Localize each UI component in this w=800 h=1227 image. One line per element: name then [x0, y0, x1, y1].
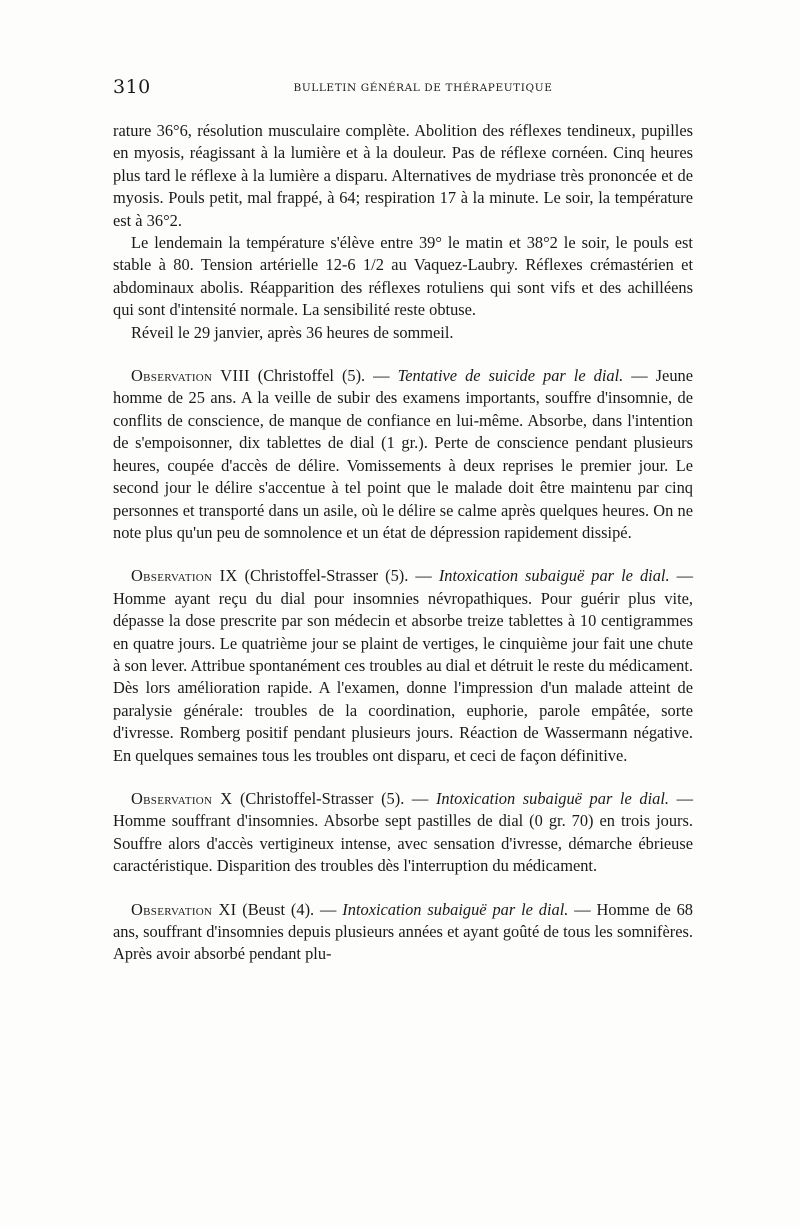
observation-text: — Homme souffrant d'insomnies. Absorbe sept pastilles de dial (0 gr. 70) en trois jours. Souffre alors d'accès vertigineux intense, avec sensation d'ivresse, démarche ébrieuse caractéristique. Disparition des troubles dès l'interruption du médicament. — [113, 788, 693, 876]
observation-source: (Christoffel-Strasser (5). — — [232, 788, 436, 808]
observation-x — [113, 788, 693, 878]
observation-title: Tentative de suicide par le dial. — [397, 366, 624, 386]
observation-label: Observation XI — [131, 899, 237, 919]
paragraph-awakening: Réveil le 29 janvier, après 36 heures de sommeil. — [131, 322, 454, 342]
page-header — [113, 76, 693, 102]
observation-text: — Homme de 68 ans, souffrant d'insomnies depuis plusieurs années et ayant goûté de tous les somnifères. Après avoir absorbé pendant plu- — [113, 899, 693, 964]
body-text — [113, 120, 693, 966]
observation-title: Intoxication subaiguë par le dial. — [438, 566, 670, 586]
observation-source: (Beust (4). — — [236, 899, 343, 919]
observation-label: Observation IX — [131, 566, 238, 586]
observation-source: (Christoffel-Strasser (5). — — [237, 566, 439, 586]
paragraph-next-day: Le lendemain la température s'élève entre 39° le matin et 38°2 le soir, le pouls est stable à 80. Tension artérielle 12-6 1/2 au Vaquez-Laubry. Réflexes crémastérien et abdominaux abolis. Réapparition des réflexes rotuliens qui sont vifs et des achilléens qui sont d'intensité normale. La sensibilité reste obtuse. — [113, 233, 693, 320]
paragraph-continuation: rature 36°6, résolution musculaire complète. Abolition des réflexes tendineux, pupilles en myosis, réagissant à la lumière et à la douleur. Pas de réflexe cornéen. Cinq heures plus tard le réflexe à la lumière a disparu. Alternatives de mydriase très prononcée et de myosis. Pouls petit, mal frappé, à 64; respiration 17 à la minute. Le soir, la température est à 36°2. — [113, 121, 693, 230]
observation-label: Observation X — [131, 788, 233, 808]
observation-text: — Homme ayant reçu du dial pour insomnies névropathiques. Pour guérir plus vite, dépasse la dose prescrite par son médecin et absorbe treize tablettes à 10 centigrammes en quatre jours. Le quatrième jour se plaint de vertiges, le cinquième jour fait une chute à son lever. Attribue spontanément ces troubles au dial et détruit le reste du médicament. Dès lors amélioration rapide. A l'examen, donne l'impression d'un malade atteint de paralysie générale: troubles de la coordination, euphorie, parole empâtée, sorte d'ivresse. Romberg positif pendant plusieurs jours. Réaction de Wassermann négative. En quelques semaines tous les troubles ont disparu, et ceci de façon définitive. — [113, 566, 693, 765]
observation-source: (Christoffel (5). — — [249, 366, 398, 386]
observation-title: Intoxication subaiguë par le dial. — [435, 788, 669, 808]
page-number: 310 — [113, 76, 151, 98]
observation-ix — [113, 565, 693, 767]
observation-xi — [113, 899, 693, 966]
observation-title: Intoxication subaiguë par le dial. — [342, 899, 569, 919]
running-title: BULLETIN GÉNÉRAL DE THÉRAPEUTIQUE — [293, 82, 553, 94]
observation-viii — [113, 365, 693, 544]
observation-text: — Jeune homme de 25 ans. A la veille de subir des examens importants, souffre d'insomnie, de conflits de conscience, de manque de confiance en lui-même. Absorbe, dans l'intention de s'empoisonner, dix tablettes de dial (1 gr.). Perte de conscience pendant plusieurs heures, coupée d'accès de délire. Vomissements à deux reprises le premier jour. Le second jour le délire s'accentue à tel point que le malade doit être maintenu par cinq personnes et transporté dans un asile, où le délire se calme après quelques heures. On ne note plus qu'un peu de somnolence et un état de dépression rapidement dissipé. — [113, 366, 693, 542]
observation-label: Observation VIII — [131, 366, 250, 386]
